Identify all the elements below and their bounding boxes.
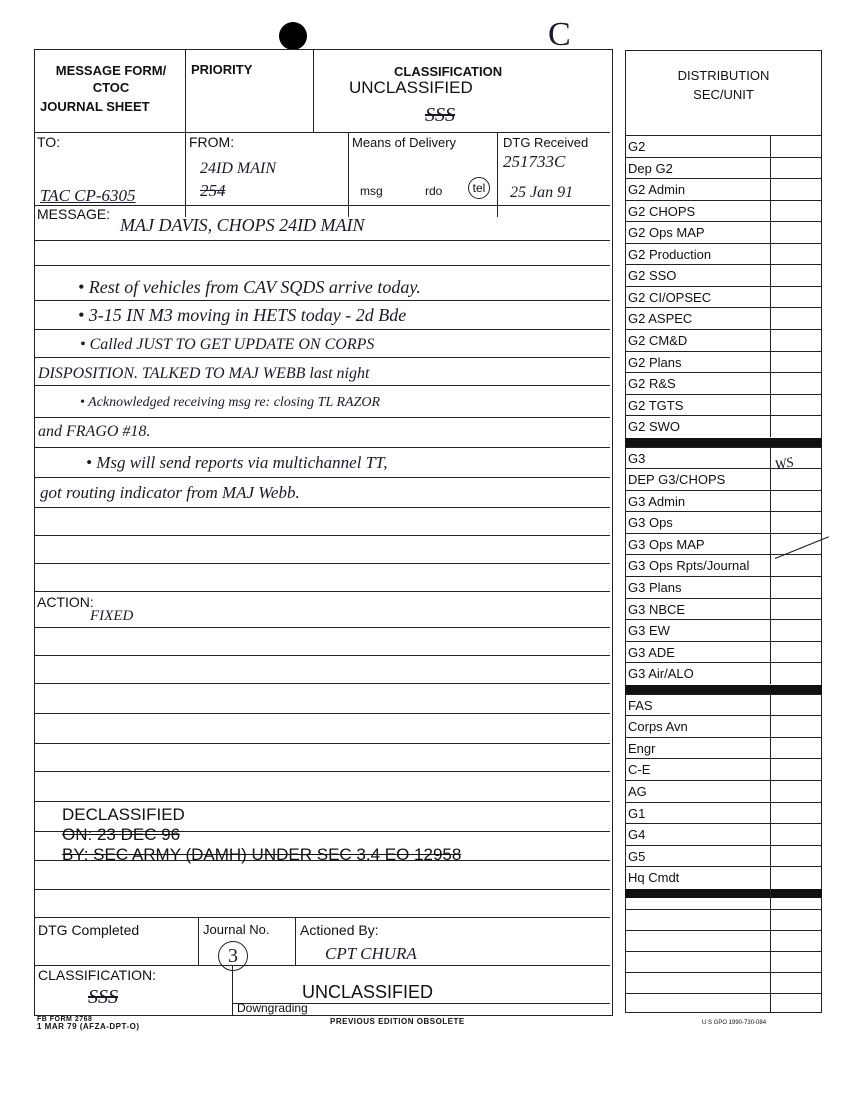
- distribution-row-checkbox: [770, 330, 823, 351]
- distribution-row: [625, 866, 822, 888]
- distribution-row-label: G2 Plans: [628, 354, 682, 370]
- distribution-row-checkbox: [770, 599, 823, 620]
- distribution-row-checkbox: [770, 222, 823, 243]
- form-number-line2: 1 MAR 79 (AFZA-DPT-O): [37, 1022, 140, 1031]
- ruled-line: [35, 771, 610, 772]
- ruled-line: [35, 417, 610, 418]
- classification-bottom-value: UNCLASSIFIED: [302, 982, 434, 1002]
- distribution-row-label: G3 Ops MAP: [628, 536, 705, 552]
- distribution-row-checkbox: [770, 308, 823, 329]
- ruled-line: [35, 713, 610, 714]
- chops-initials: WS: [773, 455, 795, 474]
- distribution-empty-rows: [625, 888, 822, 1013]
- ruled-line: [35, 535, 610, 536]
- gpo-footer: U S GPO 1990-730-084: [702, 1020, 767, 1026]
- from-label: FROM:: [189, 134, 235, 150]
- message-line: • Acknowledged receiving msg re: closing TL RAZOR: [80, 395, 381, 410]
- distribution-row: [625, 221, 822, 243]
- distribution-row: [625, 490, 822, 512]
- distribution-row-label: G2 Production: [628, 246, 712, 262]
- distribution-row-label: G3 Ops Rpts/Journal: [628, 558, 750, 574]
- distribution-row: [625, 157, 822, 179]
- distribution-row: [625, 264, 822, 286]
- ruled-line: [35, 655, 610, 656]
- message-header: MAJ DAVIS, CHOPS 24ID MAIN: [120, 215, 365, 235]
- distribution-row: [625, 394, 822, 416]
- ruled-line: [35, 801, 610, 802]
- distribution-row-label: G3 Admin: [628, 493, 686, 509]
- distribution-row-label: G2 Ops MAP: [628, 225, 705, 241]
- dtg-received-value: 251733C: [503, 152, 566, 171]
- distribution-row: [625, 576, 822, 598]
- message-line: • 3-15 IN M3 moving in HETS today - 2d Bde: [78, 305, 407, 325]
- distribution-row: [625, 780, 822, 802]
- classification-bottom-divider: [232, 965, 233, 1015]
- action-value: FIXED: [90, 608, 134, 624]
- distribution-row: [625, 715, 822, 737]
- distribution-row-checkbox: [770, 803, 823, 824]
- from-strike: 254: [200, 181, 226, 200]
- ruled-line: [35, 889, 610, 890]
- classification-label: CLASSIFICATION: [394, 64, 503, 79]
- distribution-row: [625, 200, 822, 222]
- distribution-row: [625, 351, 822, 373]
- message-line: • Called JUST TO GET UPDATE ON CORPS: [80, 336, 375, 353]
- distribution-row-checkbox: [770, 512, 823, 533]
- declass-line1: DECLASSIFIED: [62, 805, 185, 824]
- dtg-received-date: 25 Jan 91: [510, 184, 574, 201]
- distribution-row: [625, 415, 822, 437]
- row-line-dtg-completed: [35, 917, 610, 918]
- distribution-row: [625, 823, 822, 845]
- form-number: [37, 1016, 140, 1030]
- header-divider-1: [185, 49, 186, 217]
- distribution-row-checkbox: [770, 416, 823, 437]
- distribution-row: [625, 329, 822, 351]
- row-line-message: [35, 205, 610, 206]
- declass-stamp: [62, 805, 461, 865]
- distribution-row-checkbox: [770, 577, 823, 598]
- distribution-row-checkbox: [770, 846, 823, 867]
- form-title-line3: JOURNAL SHEET: [40, 99, 150, 114]
- distribution-row-label: G3 EW: [628, 623, 670, 639]
- ruled-line: [35, 265, 610, 266]
- to-value: TAC CP-6305: [40, 186, 136, 205]
- distribution-row-label: G3 Ops: [628, 515, 673, 531]
- distribution-row-label: C-E: [628, 762, 651, 778]
- distribution-row-checkbox: [770, 201, 823, 222]
- downgrading-label: Downgrading: [237, 1001, 308, 1015]
- ruled-line: [35, 563, 610, 564]
- distribution-row-label: G2 TGTS: [628, 397, 684, 413]
- distribution-row-label: FAS: [628, 697, 653, 713]
- distribution-row-checkbox: [770, 781, 823, 802]
- distribution-row: [625, 598, 822, 620]
- distribution-row-label: G1: [628, 805, 646, 821]
- means-tel: tel: [468, 177, 490, 199]
- ruled-line: [35, 477, 610, 478]
- distribution-row-checkbox: [770, 352, 823, 373]
- distribution-row-label: G2 CM&D: [628, 332, 688, 348]
- previous-edition: PREVIOUS EDITION OBSOLETE: [330, 1017, 465, 1026]
- distribution-row: [625, 178, 822, 200]
- declass-line2: ON: 23 DEC 96: [62, 825, 181, 844]
- top-handwritten-mark: C: [548, 16, 571, 53]
- distribution-row: [625, 307, 822, 329]
- empty-row: [625, 909, 822, 910]
- distribution-row-label: G2 R&S: [628, 376, 676, 392]
- journal-divider: [198, 917, 199, 965]
- from-value: 24ID MAIN: [200, 160, 276, 177]
- distribution-row: [625, 468, 822, 490]
- message-line: DISPOSITION. TALKED TO MAJ WEBB last night: [38, 365, 370, 382]
- distribution-row-checkbox: [770, 265, 823, 286]
- distribution-row-label: Hq Cmdt: [628, 870, 680, 886]
- distribution-row-checkbox: [770, 373, 823, 394]
- distribution-row: [625, 641, 822, 663]
- distribution-row-label: G3: [628, 450, 646, 466]
- distribution-title-line2: SEC/UNIT: [693, 87, 754, 102]
- priority-label: PRIORITY: [191, 62, 253, 77]
- distribution-row-label: G3 Air/ALO: [628, 666, 694, 682]
- distribution-row-checkbox: [770, 534, 823, 555]
- ruled-line: [35, 683, 610, 684]
- empty-row: [625, 972, 822, 973]
- distribution-row: [625, 662, 822, 684]
- distribution-row-checkbox: [770, 620, 823, 641]
- distribution-row-label: G2 CI/OPSEC: [628, 289, 712, 305]
- ruled-line: [35, 507, 610, 508]
- distribution-row: [625, 845, 822, 867]
- distribution-row-checkbox: [770, 395, 823, 416]
- distribution-row-checkbox: [770, 158, 823, 179]
- journal-no-value: 3: [218, 941, 248, 971]
- distribution-row-label: G2 ASPEC: [628, 311, 693, 327]
- distribution-row-checkbox: [770, 136, 823, 157]
- to-label: TO:: [37, 134, 61, 150]
- journal-no-label: Journal No.: [203, 922, 270, 937]
- distribution-row-checkbox: [770, 179, 823, 200]
- distribution-row: [625, 694, 822, 716]
- distribution-row-checkbox: [770, 244, 823, 265]
- distribution-row: [625, 802, 822, 824]
- ruled-line: [35, 385, 610, 386]
- distribution-title: [625, 66, 822, 104]
- distribution-row-label: G3 ADE: [628, 644, 675, 660]
- distribution-list: [625, 135, 822, 1013]
- distribution-row: [625, 243, 822, 265]
- distribution-row-label: G2 CHOPS: [628, 203, 696, 219]
- distribution-row: [625, 511, 822, 533]
- ruled-line: [35, 591, 610, 592]
- distribution-row-label: G5: [628, 848, 646, 864]
- distribution-row-label: G3 NBCE: [628, 601, 686, 617]
- classification-value: UNCLASSIFIED: [349, 78, 473, 97]
- empty-row: [625, 930, 822, 931]
- dtg-completed-label: DTG Completed: [38, 922, 140, 938]
- distribution-row-checkbox: [770, 867, 823, 888]
- distribution-row-checkbox: [770, 695, 823, 716]
- distribution-row-label: AG: [628, 783, 647, 799]
- message-line: and FRAGO #18.: [38, 423, 151, 440]
- distribution-row-label: Dep G2: [628, 160, 673, 176]
- actioned-by-label: Actioned By:: [300, 922, 379, 938]
- hole-punch-mark: [279, 22, 307, 50]
- ruled-line: [35, 627, 610, 628]
- distribution-row-checkbox: [770, 663, 823, 684]
- distribution-row: [625, 737, 822, 759]
- classification-bottom-label: CLASSIFICATION:: [38, 967, 156, 983]
- distribution-group-separator: [625, 685, 822, 694]
- distribution-row-checkbox: [770, 759, 823, 780]
- distribution-row-checkbox: [770, 642, 823, 663]
- distribution-row-checkbox: [770, 491, 823, 512]
- ruled-line: [35, 447, 610, 448]
- ruled-line: [35, 300, 610, 301]
- header-divider-2: [313, 49, 314, 132]
- distribution-row: [625, 135, 822, 157]
- distribution-row-label: G4: [628, 827, 646, 843]
- ruled-line: [35, 357, 610, 358]
- distribution-row: [625, 554, 822, 576]
- row-line-to: [35, 132, 610, 133]
- declass-line3: BY: SEC ARMY (DAMH) UNDER SEC 3.4 EO 12958: [62, 845, 462, 864]
- means-rdo: rdo: [425, 184, 443, 198]
- distribution-row-label: Corps Avn: [628, 719, 688, 735]
- message-line: • Rest of vehicles from CAV SQDS arrive today.: [78, 277, 421, 297]
- row-line-classification: [35, 965, 610, 966]
- distribution-title-line1: DISTRIBUTION: [677, 68, 770, 83]
- distribution-row-label: G2 SWO: [628, 419, 681, 435]
- form-title-line2: CTOC: [92, 80, 130, 95]
- distribution-row-label: G2 SSO: [628, 268, 677, 284]
- means-label: Means of Delivery: [352, 135, 457, 150]
- message-label: MESSAGE:: [37, 206, 111, 222]
- ruled-line: [35, 329, 610, 330]
- distribution-row: [625, 619, 822, 641]
- distribution-row-label: Engr: [628, 740, 656, 756]
- distribution-row-label: G2: [628, 139, 646, 154]
- action-label: ACTION:: [37, 594, 94, 610]
- means-msg: msg: [360, 184, 383, 198]
- form-number-line1: FB FORM 2768: [37, 1016, 93, 1023]
- distribution-row-checkbox: [770, 716, 823, 737]
- distribution-group-separator: [625, 438, 822, 447]
- distribution-row: [625, 758, 822, 780]
- classification-strike: SSS: [425, 104, 455, 126]
- ruled-line: [35, 743, 610, 744]
- empty-row: [625, 993, 822, 994]
- empty-row: [625, 951, 822, 952]
- distribution-row: [625, 286, 822, 308]
- form-title-line1: MESSAGE FORM/: [55, 63, 167, 78]
- dtg-received-label: DTG Received: [503, 135, 589, 150]
- distribution-row-label: DEP G3/CHOPS: [628, 472, 726, 488]
- actioned-by-value: CPT CHURA: [325, 944, 417, 963]
- message-line: got routing indicator from MAJ Webb.: [40, 483, 300, 502]
- distribution-row-checkbox: [770, 555, 823, 576]
- actioned-divider: [295, 917, 296, 965]
- distribution-row-label: G2 Admin: [628, 182, 686, 198]
- classification-bottom-strike: SSS: [88, 986, 118, 1008]
- distribution-row: [625, 372, 822, 394]
- distribution-row-checkbox: [770, 738, 823, 759]
- distribution-row-checkbox: [770, 287, 823, 308]
- form-title: [38, 62, 184, 96]
- distribution-row-label: G3 Plans: [628, 580, 682, 595]
- ruled-line: [35, 240, 610, 241]
- message-line: • Msg will send reports via multichannel TT,: [86, 453, 388, 472]
- distribution-row-checkbox: [770, 824, 823, 845]
